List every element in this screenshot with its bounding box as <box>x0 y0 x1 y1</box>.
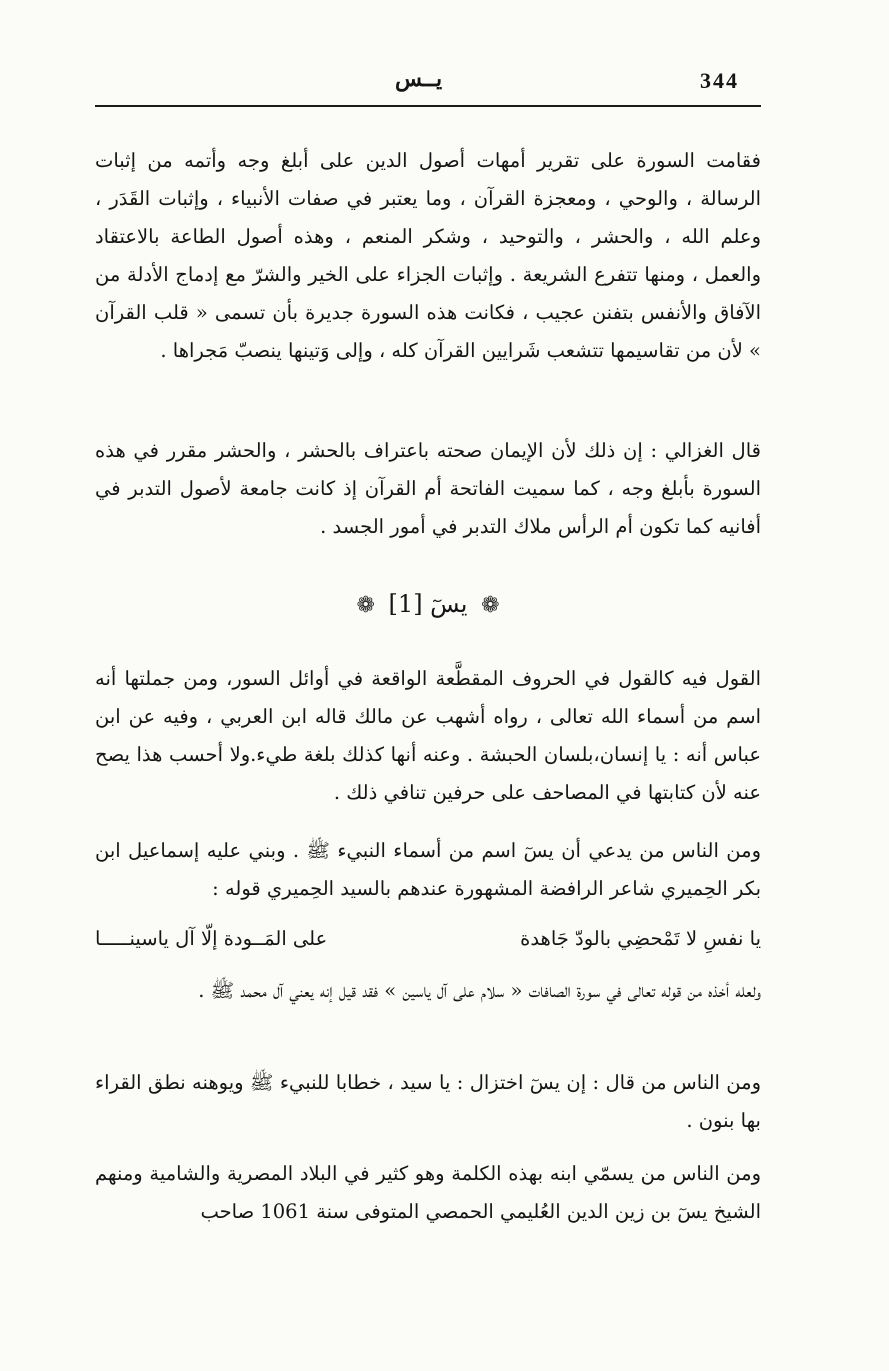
poem-hemistich-second: على المَــودة إلّا آل ياسينـــــا <box>95 927 328 950</box>
paragraph-text: فقامت السورة على تقرير أمهات أصول الدين على أبلغ وجه وأتمه من إثبات الرسالة ، والوحي ، ومعجزة القرآن ، وما يعتبر في صفات الأنبياء ، وإثبات القَدَر ، وعلم الله ، والحشر ، والتوحيد ، وشكر المنعم ، وهذه أصول الطاعة بالاعتقاد والعمل ، ومنها تتفرع الشريعة . وإثبات الجزاء على الخير والشرّ مع إدماج الأدلة من الآفاق والأنفس بتفنن عجيب ، فكانت هذه السورة جديرة بأن تسمى « قلب القرآن » لأن من تقاسيمها تتشعب شَرايين القرآن كله ، وإلى وَتينها ينصبّ مَجراها . <box>95 149 761 362</box>
paragraph-text: ولعله أخذه من قوله تعالى في سورة الصافات « سلام على آل ياسين » فقد قيل إنه يعني آل محمد ﷺ . <box>198 979 761 1002</box>
paragraph-text: ومن الناس من يدعي أن يسٓ اسم من أسماء النبيء ﷺ . وبني عليه إسماعيل ابن بكر الحِميري شاعر الرافضة المشهورة عندهم بالسيد الحِميري قوله : <box>95 839 761 900</box>
ornament-icon: ❁ <box>356 593 375 618</box>
paragraph-text: ومن الناس من يسمّي ابنه بهذه الكلمة وهو كثير في البلاد المصرية والشامية ومنهم الشيخ يسٓ بن زين الدين العُليمي الحمصي المتوفى سنة 1061 صاحب <box>95 1162 761 1223</box>
running-title: يــس <box>395 66 443 92</box>
paragraph-text: قال الغزالي : إن ذلك لأن الإيمان صحته باعتراف بالحشر ، والحشر مقرر في هذه السورة بأبلغ وجه ، كما سميت الفاتحة أم القرآن إذ كانت جامعة لأصول التدبر في أفانيه كما تكون أم الرأس ملاك التدبر في أمور الجسد . <box>95 439 761 538</box>
paragraph-name-claim <box>95 832 761 908</box>
poem-hemistich-first: يا نفسِ لا تَمْحضِي بالودّ جَاهدة <box>520 927 761 950</box>
paragraph-text: ومن الناس من قال : إن يسٓ اختزال : يا سيد ، خطابا للنبيء ﷺ ويوهنه نطق القراء بها بنون . <box>95 1071 761 1132</box>
page-number: 344 <box>700 68 739 93</box>
header-rule <box>95 105 761 107</box>
ornament-icon: ❁ <box>481 593 500 618</box>
poem-verse <box>95 920 761 958</box>
paragraph-surah-themes <box>95 142 761 370</box>
paragraph-text: القول فيه كالقول في الحروف المقطَّعة الواقعة في أوائل السور، ومن جملتها أنه اسم من أسماء الله تعالى ، رواه أشهب عن مالك قاله ابن العربي ، وفيه عن ابن عباس أنه : يا إنسان،بلسان الحبشة . وعنه أنها كذلك بلغة طيء.ولا أحسب هذا يصح عنه لأن كتابتها في المصاحف على حرفين تنافي ذلك . <box>95 667 761 804</box>
verse-heading <box>95 590 761 618</box>
paragraph-naming-custom <box>95 1155 761 1231</box>
paragraph-ghazali-quote <box>95 432 761 546</box>
paragraph-letters-commentary <box>95 660 761 812</box>
paragraph-abbreviation-view <box>95 1064 761 1140</box>
paragraph-saffat-reference <box>95 972 761 1010</box>
verse-heading-text: يسٓ [1] <box>388 590 468 618</box>
